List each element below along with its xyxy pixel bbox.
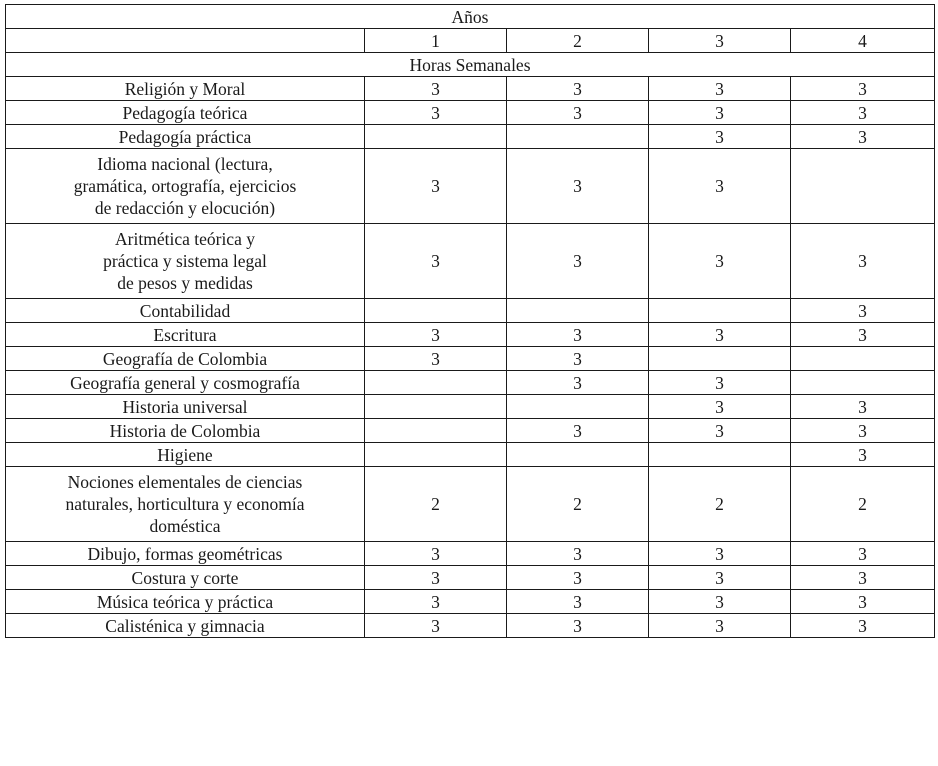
hours-cell-year-1	[365, 299, 507, 323]
hours-cell-year-4: 3	[791, 395, 935, 419]
table-row	[6, 224, 935, 299]
hours-cell-year-2: 3	[507, 101, 649, 125]
table-row	[6, 419, 935, 443]
hours-cell-year-1	[365, 443, 507, 467]
subject-line: doméstica	[149, 516, 221, 536]
hours-cell-year-2: 3	[507, 323, 649, 347]
hours-cell-year-3: 3	[649, 125, 791, 149]
hours-cell-year-4: 3	[791, 77, 935, 101]
hours-cell-year-3	[649, 299, 791, 323]
hours-cell-year-4: 3	[791, 101, 935, 125]
subject-cell	[6, 101, 365, 125]
table-row	[6, 443, 935, 467]
year-2-cell: 2	[507, 29, 649, 53]
table-row	[6, 101, 935, 125]
hours-cell-year-1: 3	[365, 590, 507, 614]
table-row	[6, 467, 935, 542]
hours-cell-year-3: 3	[649, 323, 791, 347]
hours-cell-year-2: 2	[507, 467, 649, 542]
hours-cell-year-3: 3	[649, 419, 791, 443]
subject-cell	[6, 614, 365, 638]
years-header-row	[6, 5, 935, 29]
hours-header-row	[6, 53, 935, 77]
hours-cell-year-3: 3	[649, 590, 791, 614]
subject-line: Historia de Colombia	[109, 420, 261, 441]
hours-cell-year-1	[365, 371, 507, 395]
hours-cell-year-2	[507, 299, 649, 323]
year-3-cell: 3	[649, 29, 791, 53]
table-row	[6, 614, 935, 638]
hours-cell-year-1: 3	[365, 224, 507, 299]
subject-line: Religión y Moral	[124, 78, 246, 99]
hours-cell-year-1: 3	[365, 566, 507, 590]
subject-line: Pedagogía práctica	[118, 126, 252, 147]
hours-cell-year-1: 3	[365, 77, 507, 101]
hours-cell-year-4: 3	[791, 590, 935, 614]
hours-cell-year-2: 3	[507, 347, 649, 371]
subject-cell	[6, 347, 365, 371]
hours-cell-year-2: 3	[507, 614, 649, 638]
year-numbers-row	[6, 29, 935, 53]
table-row	[6, 323, 935, 347]
hours-cell-year-1: 3	[365, 614, 507, 638]
subject-line: Calisténica y gimnacia	[105, 615, 265, 636]
empty-corner-cell	[6, 29, 365, 53]
hours-cell-year-3: 3	[649, 371, 791, 395]
hours-cell-year-1	[365, 125, 507, 149]
hours-cell-year-4: 3	[791, 443, 935, 467]
hours-cell-year-3: 3	[649, 614, 791, 638]
hours-cell-year-2	[507, 395, 649, 419]
subject-cell	[6, 443, 365, 467]
hours-cell-year-2: 3	[507, 566, 649, 590]
hours-cell-year-3: 3	[649, 395, 791, 419]
hours-cell-year-1: 3	[365, 101, 507, 125]
hours-cell-year-4	[791, 371, 935, 395]
hours-cell-year-3: 3	[649, 566, 791, 590]
table-row	[6, 347, 935, 371]
hours-cell-year-4: 3	[791, 542, 935, 566]
hours-cell-year-1: 3	[365, 323, 507, 347]
table-row	[6, 542, 935, 566]
hours-cell-year-3: 3	[649, 542, 791, 566]
subject-line: Costura y corte	[131, 567, 239, 588]
hours-cell-year-4	[791, 149, 935, 224]
subject-cell	[6, 224, 365, 299]
hours-cell-year-4: 3	[791, 299, 935, 323]
years-header-cell: Años	[6, 5, 935, 29]
subject-cell	[6, 323, 365, 347]
hours-cell-year-4: 3	[791, 566, 935, 590]
subject-line: Pedagogía teórica	[122, 102, 248, 123]
hours-cell-year-2	[507, 125, 649, 149]
table-row	[6, 395, 935, 419]
subject-cell	[6, 299, 365, 323]
hours-cell-year-4: 3	[791, 224, 935, 299]
hours-cell-year-2	[507, 443, 649, 467]
hours-cell-year-4: 3	[791, 125, 935, 149]
subject-line: Geografía general y cosmografía	[70, 372, 300, 393]
subject-line: de redacción y elocución)	[94, 198, 276, 218]
hours-cell-year-2: 3	[507, 590, 649, 614]
hours-cell-year-3	[649, 347, 791, 371]
subject-cell	[6, 395, 365, 419]
hours-cell-year-3: 3	[649, 224, 791, 299]
subject-cell	[6, 566, 365, 590]
year-1-cell: 1	[365, 29, 507, 53]
subject-line: naturales, horticultura y economía	[65, 494, 305, 514]
subject-line: de pesos y medidas	[117, 273, 253, 293]
hours-cell-year-4: 3	[791, 419, 935, 443]
hours-cell-year-2: 3	[507, 149, 649, 224]
subject-line: gramática, ortografía, ejercicios	[73, 176, 297, 196]
hours-cell-year-3: 3	[649, 77, 791, 101]
subject-line: Historia universal	[122, 396, 248, 417]
table-row	[6, 566, 935, 590]
subject-cell	[6, 371, 365, 395]
subject-cell	[6, 590, 365, 614]
hours-cell-year-1	[365, 419, 507, 443]
subject-line: Contabilidad	[139, 300, 231, 321]
subject-line: Idioma nacional (lectura,	[97, 154, 273, 174]
subject-cell	[6, 125, 365, 149]
hours-cell-year-1: 3	[365, 149, 507, 224]
subject-line: Dibujo, formas geométricas	[87, 543, 283, 564]
subject-cell	[6, 542, 365, 566]
hours-cell-year-2: 3	[507, 419, 649, 443]
table-row	[6, 125, 935, 149]
hours-header-cell: Horas Semanales	[6, 53, 935, 77]
curriculum-table	[5, 4, 935, 638]
curriculum-table-body	[6, 5, 935, 638]
hours-cell-year-1: 3	[365, 542, 507, 566]
hours-cell-year-3: 3	[649, 149, 791, 224]
hours-cell-year-2: 3	[507, 77, 649, 101]
hours-cell-year-3	[649, 443, 791, 467]
table-row	[6, 371, 935, 395]
hours-cell-year-3: 2	[649, 467, 791, 542]
subject-line: Geografía de Colombia	[102, 348, 268, 369]
hours-cell-year-4: 3	[791, 614, 935, 638]
table-row	[6, 590, 935, 614]
subject-line: práctica y sistema legal	[103, 251, 267, 271]
hours-cell-year-4: 3	[791, 323, 935, 347]
hours-cell-year-4: 2	[791, 467, 935, 542]
hours-cell-year-2: 3	[507, 371, 649, 395]
hours-cell-year-2: 3	[507, 224, 649, 299]
hours-cell-year-1: 2	[365, 467, 507, 542]
year-4-cell: 4	[791, 29, 935, 53]
hours-cell-year-3: 3	[649, 101, 791, 125]
subject-cell	[6, 467, 365, 542]
hours-cell-year-4	[791, 347, 935, 371]
hours-cell-year-1: 3	[365, 347, 507, 371]
subject-cell	[6, 77, 365, 101]
hours-cell-year-1	[365, 395, 507, 419]
subject-cell	[6, 419, 365, 443]
subject-line: Escritura	[153, 324, 217, 345]
table-row	[6, 299, 935, 323]
table-row	[6, 77, 935, 101]
subject-line: Nociones elementales de ciencias	[67, 472, 303, 492]
subject-line: Higiene	[157, 444, 213, 465]
subject-cell	[6, 149, 365, 224]
hours-cell-year-2: 3	[507, 542, 649, 566]
subject-line: Aritmética teórica y	[115, 229, 255, 249]
table-row	[6, 149, 935, 224]
subject-line: Música teórica y práctica	[96, 591, 274, 612]
